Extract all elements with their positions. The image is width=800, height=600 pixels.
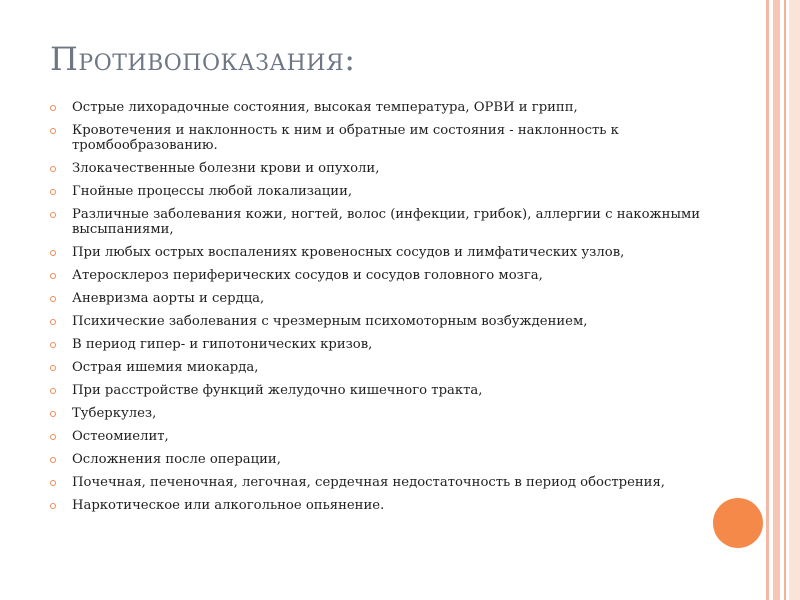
list-item: [50, 498, 700, 513]
decorative-stripe: [789, 0, 800, 600]
list-item: [50, 161, 700, 176]
list-item-text: Злокачественные болезни крови и опухоли,: [72, 161, 380, 176]
bullet-icon: [50, 250, 56, 256]
bullet-icon: [50, 457, 56, 463]
list-item: [50, 100, 700, 115]
list-item: [50, 406, 700, 421]
bullet-icon: [50, 296, 56, 302]
list-item-text: При расстройстве функций желудочно кишечного тракта,: [72, 383, 483, 398]
bullet-icon: [50, 411, 56, 417]
list-item-text: Остеомиелит,: [72, 429, 169, 444]
list-item: [50, 291, 700, 306]
bullet-icon: [50, 212, 56, 218]
list-item-text: Аневризма аорты и сердца,: [72, 291, 265, 306]
list-item: [50, 429, 700, 444]
bullet-icon: [50, 434, 56, 440]
list-item: [50, 314, 700, 329]
contraindications-list: [50, 100, 700, 521]
list-item: [50, 123, 700, 153]
list-item-text: Кровотечения и наклонность к ним и обратные им состояния - наклонность к тромбообразованию.: [72, 123, 619, 153]
list-item-text: Гнойные процессы любой локализации,: [72, 184, 353, 199]
bullet-icon: [50, 166, 56, 172]
list-item-text: Различные заболевания кожи, ногтей, волос (инфекции, грибок), аллергии с накожными высыпаниями,: [72, 207, 700, 237]
list-item: [50, 452, 700, 467]
bullet-icon: [50, 480, 56, 486]
bullet-icon: [50, 189, 56, 195]
list-item-text: Психические заболевания с чрезмерным психомоторным возбуждением,: [72, 314, 588, 329]
list-item-text: Наркотическое или алкогольное опьянение.: [72, 498, 385, 513]
bullet-icon: [50, 365, 56, 371]
bullet-icon: [50, 342, 56, 348]
list-item-text: Осложнения после операции,: [72, 452, 281, 467]
decorative-stripe: [773, 0, 780, 600]
decorative-stripe: [784, 0, 786, 600]
decorative-stripe: [766, 0, 769, 600]
list-item-text: Туберкулез,: [72, 406, 157, 421]
list-item-text: Почечная, печеночная, легочная, сердечная недостаточность в период обострения,: [72, 475, 665, 490]
decorative-circle: [713, 498, 763, 548]
list-item: [50, 207, 700, 237]
list-item-text: Острые лихорадочные состояния, высокая температура, ОРВИ и грипп,: [72, 100, 578, 115]
bullet-icon: [50, 105, 56, 111]
list-item: [50, 475, 700, 490]
list-item: [50, 245, 700, 260]
list-item: [50, 268, 700, 283]
list-item-text: В период гипер- и гипотонических кризов,: [72, 337, 373, 352]
list-item: [50, 383, 700, 398]
bullet-icon: [50, 273, 56, 279]
bullet-icon: [50, 388, 56, 394]
list-item-text: Атеросклероз периферических сосудов и сосудов головного мозга,: [72, 268, 543, 283]
bullet-icon: [50, 503, 56, 509]
list-item-text: Острая ишемия миокарда,: [72, 360, 259, 375]
bullet-icon: [50, 128, 56, 134]
bullet-icon: [50, 319, 56, 325]
list-item: [50, 337, 700, 352]
list-item: [50, 360, 700, 375]
list-item: [50, 184, 700, 199]
slide-title: Противопоказания:: [50, 40, 356, 78]
list-item-text: При любых острых воспалениях кровеносных сосудов и лимфатических узлов,: [72, 245, 625, 260]
